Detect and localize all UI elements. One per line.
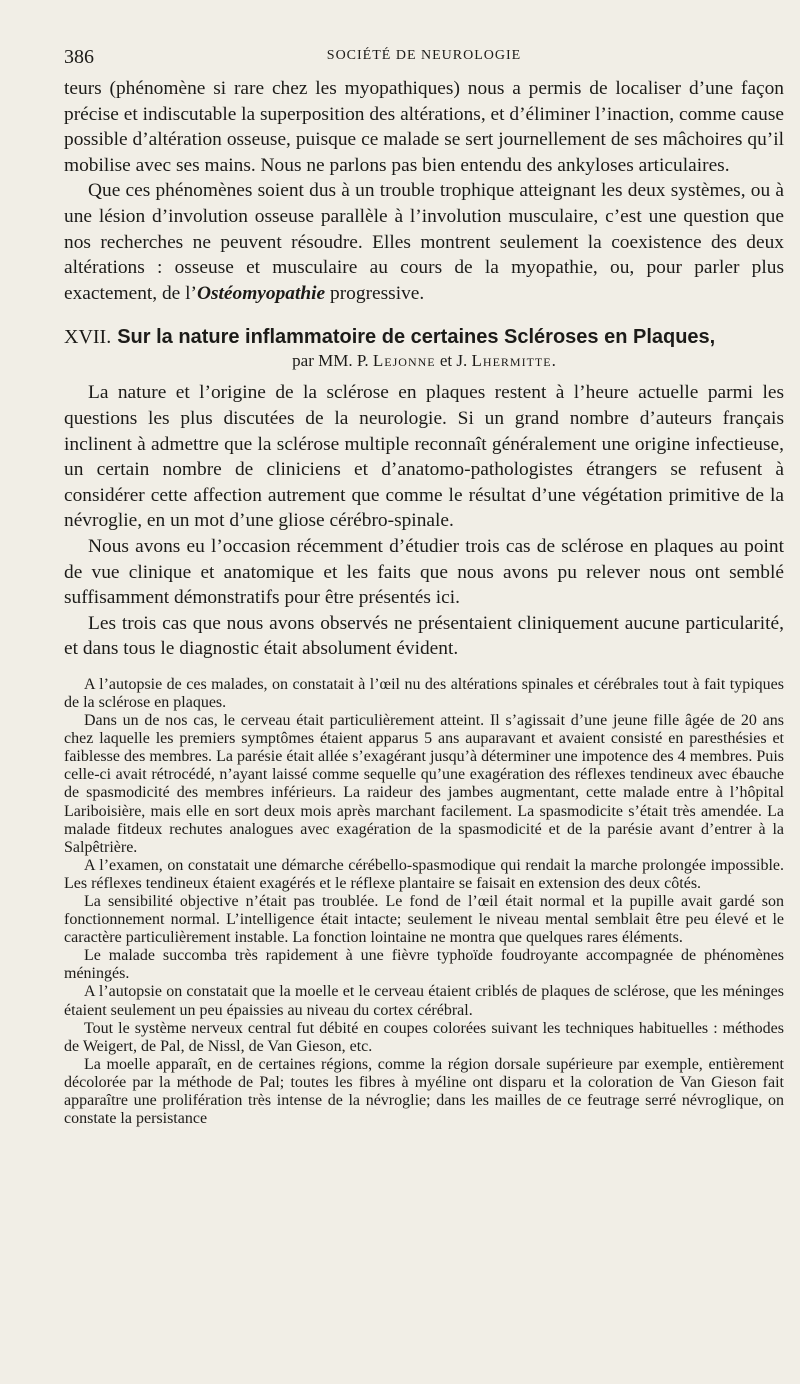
intro-emphasis: Ostéomyopathie bbox=[196, 282, 326, 304]
case-paragraph-2: Dans un de nos cas, le cerveau était particulièrement atteint. Il s’agissait d’une jeune fille âgée de 20 ans chez laquelle les premiers symptômes étaient apparus 5 ans auparavant et avaient consisté en paresthésies et faiblesse des membres. La parésie était allée s’exagérant jusqu’à déterminer une impotence des 4 membres. Puis celle-ci avait rétrocédé, n’ayant laissé comme sequelle qu’une exagération des réflexes tendineux avec ébauche de spasmodicité des membres inférieurs. La raideur des jambes augmentant, cette malade entre à l’hôpital Lariboisière, mais elle en sort deux mois après marchant facilement. La spasmodicite s’était très amendée. La malade fitdeux rechutes analogues avec exagération de la spasmodicité et de la parésie avant d’entrer à la Salpêtrière. bbox=[64, 712, 784, 856]
case-paragraph-4: La sensibilité objective n’était pas troublée. Le fond de l’œil était normal et la pupille avait gardé son fonctionnement normal. L’intelligence était intacte; seulement le niveau mental semblait être peu élevé et le caractère particulièrement instable. La fonction lointaine ne montra que quelques rares éléments. bbox=[64, 893, 784, 947]
case-paragraph-5: Le malade succomba très rapidement à une fièvre typhoïde foudroyante accompagnée de phénomènes méningés. bbox=[64, 947, 784, 983]
body-paragraph-2: Nous avons eu l’occasion récemment d’étudier trois cas de sclérose en plaques au point de vue clinique et anatomique et les faits que nous avons pu relever nous ont semblé suffisamment démonstratifs pour être présentés ici. bbox=[64, 535, 784, 609]
intro-paragraph-2-text: Que ces phénomènes soient dus à un trouble trophique atteignant les deux systèmes, ou à une lésion d’involution osseuse parallèle à l’involution musculaire, c’est une question que nos recherches ne peuvent résoudre. Elles montrent seulement la coexistence des deux altérations : osseuse et musculaire au cours de la myopathie, ou, pour parler plus exactement, de l’ bbox=[64, 180, 784, 304]
body-paragraph-1: La nature et l’origine de la sclérose en plaques restent à l’heure actuelle parmi les questions les plus discutées de la neurologie. Si un grand nombre d’auteurs français inclinent à admettre que la sclérose multiple reconnaît généralement une origine infectieuse, un certain nombre de cliniciens et d’anatomo-pathologistes étrangers se refusent à considérer cette affection autrement que comme le résultat d’une végétation primitive de la névroglie, en un mot d’une gliose cérébro-spinale. bbox=[64, 382, 784, 532]
intro-paragraph-2 bbox=[64, 178, 784, 306]
intro-paragraph-1: teurs (phénomène si rare chez les myopathiques) nous a permis de localiser d’une façon précise et indiscutable la superposition des altérations, et d’éliminer l’inaction, comme cause possible d’altération osseuse, puisque ce malade se sert journellement de ses mâchoires qu’il mobilise avec ses mains. Nous ne parlons pas bien entendu des ankyloses articulaires. bbox=[64, 78, 784, 176]
case-report bbox=[64, 676, 784, 1128]
case-paragraph-6: A l’autopsie on constatait que la moelle et le cerveau étaient criblés de plaques de sclérose, que les méninges étaient seulement un peu épaissies au niveau du cortex cérébral. bbox=[64, 983, 784, 1019]
body-paragraph-3: Les trois cas que nous avons observés ne présentaient cliniquement aucune particularité, et dans tous le diagnostic était absolument évident. bbox=[64, 612, 784, 660]
page bbox=[64, 40, 784, 1128]
page-header bbox=[64, 40, 784, 76]
section-title: Sur la nature inflammatoire de certaines Scléroses en Plaques, bbox=[117, 326, 716, 349]
intro-text bbox=[64, 76, 784, 306]
author-lhermitte: Lhermitte bbox=[471, 351, 552, 371]
case-paragraph-1: A l’autopsie de ces malades, on constatait à l’œil nu des altérations spinales et cérébrales tout à fait typiques de la sclérose en plaques. bbox=[64, 675, 784, 711]
section-heading bbox=[64, 324, 784, 350]
intro-paragraph-2-end: progressive. bbox=[325, 282, 425, 304]
authors-suffix: . bbox=[551, 351, 556, 371]
case-paragraph-7: Tout le système nerveux central fut débité en coupes colorées suivant les techniques habituelles : méthodes de Weigert, de Pal, de Nissl, de Van Gieson, etc. bbox=[64, 1019, 784, 1055]
case-paragraph-3: A l’examen, on constatait une démarche cérébello-spasmodique qui rendait la marche prolongée impossible. Les réflexes tendineux étaient exagérés et le réflexe plantaire se faisait en extension des deux côtés. bbox=[64, 856, 784, 892]
authors-join: et J. bbox=[435, 351, 472, 371]
section-number: XVII. bbox=[64, 326, 112, 349]
page-number: 386 bbox=[64, 46, 94, 68]
running-title: SOCIÉTÉ DE NEUROLOGIE bbox=[326, 48, 522, 63]
authors-prefix: par MM. P. bbox=[292, 351, 373, 371]
author-lejonne: Lejonne bbox=[372, 351, 436, 371]
article-body bbox=[64, 380, 784, 662]
section-authors bbox=[64, 350, 784, 372]
case-paragraph-8: La moelle apparaît, en de certaines régions, comme la région dorsale supérieure par exemple, entièrement décolorée par la méthode de Pal; toutes les fibres à myéline ont disparu et la coloration de Van Gieson fait apparaître une prolifération très intense de la névroglie; dans les mailles de ce feutrage serré névroglique, on constate la persistance bbox=[64, 1055, 784, 1128]
